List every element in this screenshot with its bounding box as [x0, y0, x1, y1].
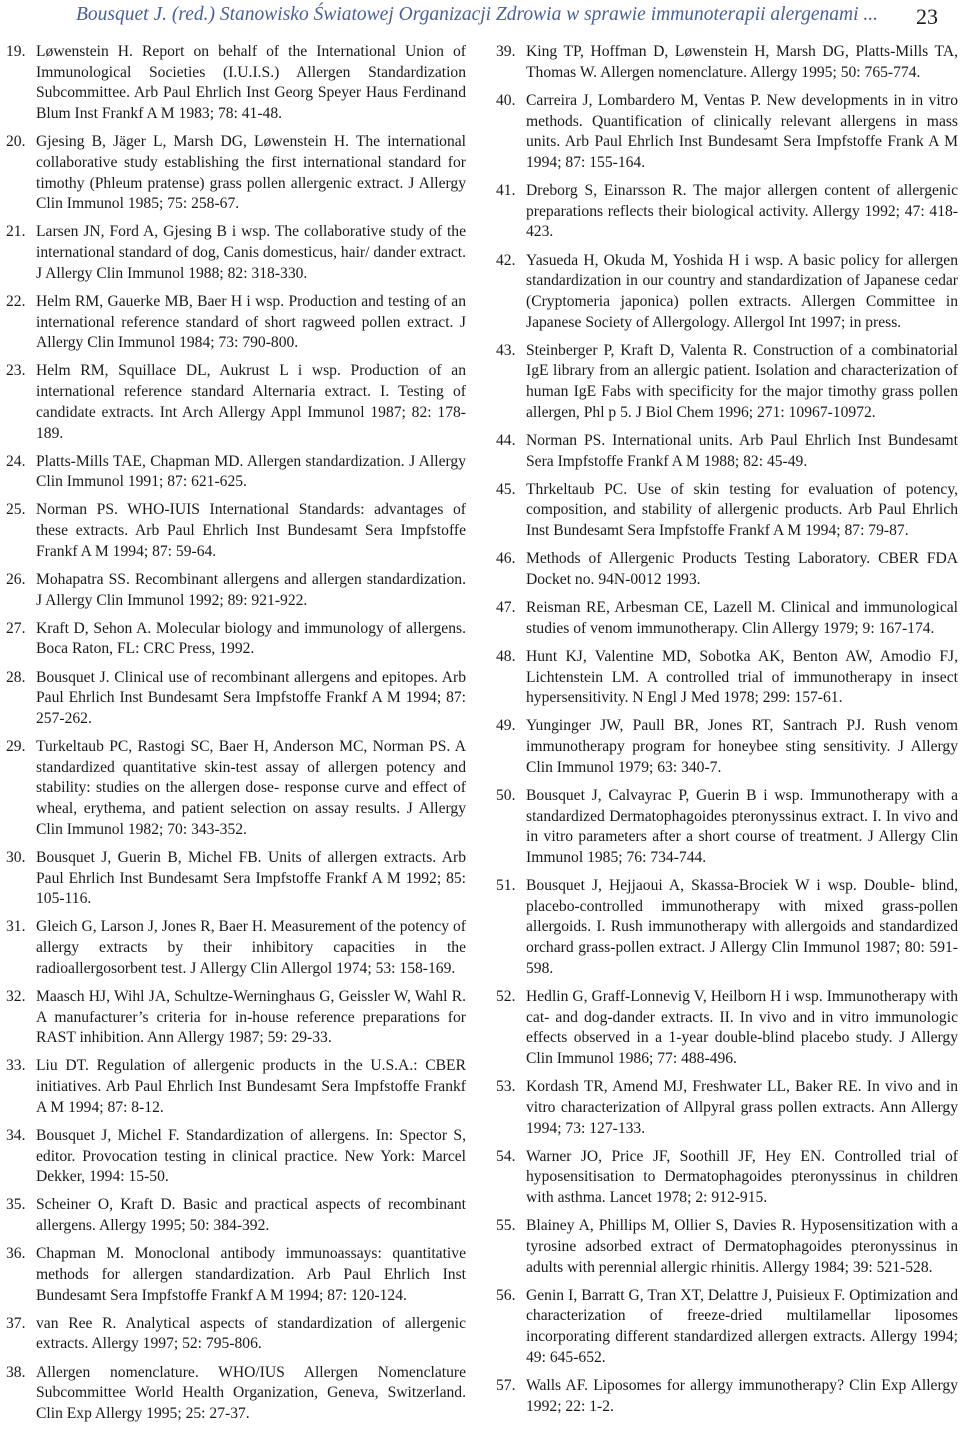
reference-number: 31. — [6, 918, 26, 936]
reference-item — [6, 987, 466, 1049]
reference-text: Helm RM, Squillace DL, Aukrust L i wsp. Production of an international reference standard Alternaria extract. I. Testing of candidate extracts. Int Arch Allergy Appl Immunol 1987; 82: 178-189. — [36, 362, 466, 442]
reference-number: 43. — [496, 341, 516, 359]
reference-number: 49. — [496, 717, 516, 735]
reference-text: Chapman M. Monoclonal antibody immunoassays: quantitative methods for allergen standardization. Arb Paul Ehrlich Inst Bundesamt Sera Impfstoffe Frankf A M 1994; 87: 120-124. — [36, 1245, 466, 1304]
reference-item — [6, 452, 466, 493]
reference-number: 22. — [6, 292, 26, 310]
page-header — [0, 0, 960, 36]
reference-text: Allergen nomenclature. WHO/IUS Allergen Nomenclature Subcommittee World Health Organization, Geneva, Switzerland. Clin Exp Allergy 1995; 25: 27-37. — [36, 1363, 466, 1422]
reference-number: 53. — [496, 1078, 516, 1096]
reference-item — [6, 668, 466, 730]
reference-number: 23. — [6, 362, 26, 380]
reference-item — [496, 716, 958, 778]
reference-item — [496, 987, 958, 1070]
reference-item — [496, 786, 958, 869]
reference-item — [6, 42, 466, 125]
reference-number: 29. — [6, 738, 26, 755]
reference-item — [6, 1314, 466, 1355]
reference-text: Carreira J, Lombardero M, Ventas P. New developments in in vitro methods. Quantification of clinically relevant allergens in mass units. Arb Paul Ehrlich Inst Bundesamt Sera Impfstoffe Frank A M 1994; 87: 155-164. — [526, 91, 958, 171]
reference-number: 35. — [6, 1196, 26, 1214]
reference-item — [6, 1195, 466, 1236]
reference-item — [496, 1216, 958, 1278]
reference-item — [6, 1244, 466, 1306]
page-number: 23 — [916, 4, 938, 29]
reference-item — [496, 251, 958, 334]
reference-text: Gjesing B, Jäger L, Marsh DG, Løwenstein H. The international collaborative study establishing the first international standard for timothy (Phleum pratense) grass pollen allergenic extract. J Allergy Clin Immunol 1985; 75: 258-67. — [36, 133, 466, 213]
reference-number: 36. — [6, 1245, 26, 1263]
reference-number: 25. — [6, 501, 26, 519]
reference-item — [6, 1056, 466, 1118]
reference-text: Reisman RE, Arbesman CE, Lazell M. Clinical and immunological studies of venom immunotherapy. Clin Allergy 1979; 9: 167-174. — [526, 599, 958, 637]
reference-text: Thrkeltaub PC. Use of skin testing for evaluation of potency, composition, and stability of allergenic products. Arb Paul Ehrlich Inst Bundesamt Sera Impfstoffe Frankf A M 1994; 87: 79-87. — [526, 480, 958, 540]
reference-text: Scheiner O, Kraft D. Basic and practical aspects of recombinant allergens. Allergy 1995; 50: 384-392. — [36, 1196, 466, 1235]
reference-number: 48. — [496, 647, 516, 665]
reference-item — [496, 91, 958, 174]
reference-item — [6, 737, 466, 841]
reference-text: Bousquet J, Calvayrac P, Guerin B i wsp. Immunotherapy with a standardized Dermatophagoides pteronyssinus extract. I. In vivo and in vitro parameters after a short course of treatment. J Allergy Clin Immunol 1985; 76: 734-744. — [526, 786, 958, 866]
reference-text: Walls AF. Liposomes for allergy immunotherapy? Clin Exp Allergy 1992; 22: 1-2. — [526, 1376, 958, 1415]
reference-item — [6, 917, 466, 979]
reference-number: 50. — [496, 786, 516, 804]
reference-number: 39. — [496, 43, 516, 60]
reference-number: 32. — [6, 987, 26, 1005]
reference-item — [6, 361, 466, 444]
reference-number: 52. — [496, 987, 516, 1005]
reference-item — [6, 1126, 466, 1188]
reference-item — [496, 42, 958, 83]
reference-number: 38. — [6, 1363, 26, 1381]
reference-number: 47. — [496, 599, 516, 616]
reference-text: Gleich G, Larson J, Jones R, Baer H. Measurement of the potency of allergy extracts by their inhibitory capacities in the radioallergosorbent test. J Allergy Clin Allergol 1974; 53: 158-169. — [36, 918, 466, 977]
reference-text: Larsen JN, Ford A, Gjesing B i wsp. The collaborative study of the international standard of dog, Canis domesticus, hair/ dander extract. J Allergy Clin Immunol 1988; 82: 318-330. — [36, 223, 467, 282]
reference-text: Bousquet J, Michel F. Standardization of allergens. In: Spector S, editor. Provocation testing in clinical practice. New York: Marcel Dekker, 1994: 15-50. — [36, 1126, 466, 1186]
reference-text: Mohapatra SS. Recombinant allergens and allergen standardization. J Allergy Clin Immunol 1992; 89: 921-922. — [36, 570, 466, 609]
reference-number: 44. — [496, 431, 516, 449]
reference-text: Løwenstein H. Report on behalf of the International Union of Immunological Societies (I.U.I.S.) Allergen Standardization Subcommittee. Arb Paul Ehrlich Inst Georg Speyer Haus Ferdinand Blum Inst Frankf A M 1983; 78: 41-48. — [36, 43, 466, 123]
reference-item — [6, 500, 466, 562]
reference-text: Warner JO, Price JF, Soothill JF, Hey EN. Controlled trial of hyposensitisation to Dermatophagoides pteronyssinus in children with asthma. Lancet 1978; 2: 912-915. — [526, 1147, 958, 1207]
reference-number: 54. — [496, 1147, 516, 1165]
reference-text: Helm RM, Gauerke MB, Baer H i wsp. Production and testing of an international reference standard of short ragweed pollen extract. J Allergy Clin Immunol 1984; 73: 790-800. — [36, 292, 466, 352]
reference-text: Yunginger JW, Paull BR, Jones RT, Santrach PJ. Rush venom immunotherapy program for honeybee sting sensitivity. J Allergy Clin Immunol 1979; 63: 340-7. — [526, 717, 958, 776]
reference-number: 46. — [496, 550, 516, 568]
reference-text: Bousquet J, Hejjaoui A, Skassa-Brociek W i wsp. Double- blind, placebo-controlled immunotherapy with mixed grass-pollen allergoids. I. Rush immunotherapy with allergoids and standardized orchard grass-pollen extract. J Allergy Clin Immunol 1987; 80: 591-598. — [526, 877, 958, 977]
reference-number: 19. — [6, 43, 26, 60]
reference-number: 33. — [6, 1057, 26, 1075]
reference-number: 57. — [496, 1376, 516, 1394]
reference-text: Hedlin G, Graff-Lonnevig V, Heilborn H i wsp. Immunotherapy with cat- and dog-dander extracts. II. In vivo and in vitro immunologic effects observed in a 1-year double-blind placebo study. J Allergy Clin Immunol 1986; 77: 488-496. — [526, 987, 958, 1068]
reference-text: Steinberger P, Kraft D, Valenta R. Construction of a combinatorial IgE library from an allergic patient. Isolation and characterization of human IgE Fabs with specificity for the major timothy grass pollen allergen, Phl p 5. J Biol Chem 1996; 271: 10967-10972. — [526, 341, 958, 421]
reference-text: Platts-Mills TAE, Chapman MD. Allergen standardization. J Allergy Clin Immunol 1991; 87: 621-625. — [36, 452, 466, 491]
reference-text: van Ree R. Analytical aspects of standardization of allergenic extracts. Allergy 1997; 52: 795-806. — [36, 1314, 466, 1353]
reference-item — [6, 619, 466, 660]
reference-text: Bousquet J. Clinical use of recombinant allergens and epitopes. Arb Paul Ehrlich Inst Bundesamt Sera Impfstoffe Frankf A M 1994; 87: 257-262. — [36, 668, 466, 727]
reference-text: Kraft D, Sehon A. Molecular biology and immunology of allergens. Boca Raton, FL: CRC Press, 1992. — [36, 619, 466, 658]
reference-number: 51. — [496, 877, 516, 894]
reference-number: 55. — [496, 1217, 516, 1235]
reference-number: 41. — [496, 182, 516, 199]
reference-item — [496, 431, 958, 472]
reference-column-left — [6, 42, 466, 1432]
reference-item — [6, 1363, 466, 1425]
reference-text: Maasch HJ, Wihl JA, Schultze-Werninghaus G, Geissler W, Wahl R. A manufacturer’s criteria for in-house reference preparations for RAST inhibition. Ann Allergy 1987; 59: 29-33. — [36, 987, 466, 1047]
reference-text: Yasueda H, Okuda M, Yoshida H i wsp. A basic policy for allergen standardization in our country and standardization of Japanese cedar (Cryptomeria japonica) pollen extracts. Allergen Committee in Japanese Society of Allergology. Allergol Int 1997; in press. — [526, 251, 958, 331]
reference-text: King TP, Hoffman D, Løwenstein H, Marsh DG, Platts-Mills TA, Thomas W. Allergen nomenclature. Allergy 1995; 50: 765-774. — [526, 43, 958, 81]
reference-number: 21. — [6, 223, 26, 241]
reference-item — [496, 480, 958, 542]
reference-item — [496, 1286, 958, 1369]
running-header-title: Bousquet J. (red.) Stanowisko Światowej Organizacji Zdrowia w sprawie immunoterapii alergenami ... — [76, 4, 879, 25]
reference-item — [496, 647, 958, 709]
reference-number: 45. — [496, 480, 516, 498]
reference-text: Genin I, Barratt G, Tran XT, Delattre J, Puisieux F. Optimization and characterization of freeze-dried multilamellar liposomes incorporating different standardized allergen extracts. Allergy 1994; 49: 645-652. — [526, 1286, 958, 1366]
reference-text: Norman PS. International units. Arb Paul Ehrlich Inst Bundesamt Sera Impfstoffe Frankf A M 1988; 82: 45-49. — [526, 431, 958, 470]
reference-item — [496, 1147, 958, 1209]
reference-text: Blainey A, Phillips M, Ollier S, Davies R. Hyposensitization with a tyrosine adsorbed extract of Dermatophagoides pteronyssinus in adults with perennial allergic rhinitis. Allergy 1984; 39: 521-528. — [526, 1217, 958, 1276]
reference-item — [496, 341, 958, 424]
reference-number: 20. — [6, 133, 26, 151]
reference-item — [6, 292, 466, 354]
reference-text: Dreborg S, Einarsson R. The major allergen content of allergenic preparations reflects their biological activity. Allergy 1992; 47: 418-423. — [526, 182, 958, 241]
reference-text: Methods of Allergenic Products Testing Laboratory. CBER FDA Docket no. 94N-0012 1993. — [526, 550, 958, 588]
reference-number: 26. — [6, 570, 26, 588]
reference-number: 34. — [6, 1126, 26, 1144]
reference-text: Norman PS. WHO-IUIS International Standards: advantages of these extracts. Arb Paul Ehrlich Inst Bundesamt Sera Impfstoffe Frankf A M 1994; 87: 59-64. — [36, 501, 466, 560]
reference-item — [496, 549, 958, 590]
reference-number: 37. — [6, 1314, 26, 1332]
reference-number: 40. — [496, 91, 516, 109]
reference-item — [496, 181, 958, 243]
reference-item — [496, 598, 958, 639]
reference-item — [6, 132, 466, 215]
reference-column-right — [496, 42, 958, 1425]
reference-item — [496, 1077, 958, 1139]
reference-item — [6, 570, 466, 611]
reference-text: Turkeltaub PC, Rastogi SC, Baer H, Anderson MC, Norman PS. A standardized quantitative skin-test assay of allergen potency and stability: studies on the allergen dose- response curve and effect of wheal, erythema, and patient selection on assay results. J Allergy Clin Immunol 1982; 70: 343-352. — [36, 738, 466, 838]
reference-item — [6, 848, 466, 910]
reference-item — [496, 876, 958, 980]
reference-text: Liu DT. Regulation of allergenic products in the U.S.A.: CBER initiatives. Arb Paul Ehrlich Inst Bundesamt Sera Impfstoffe Frankf A M 1994; 87: 8-12. — [36, 1057, 466, 1116]
reference-item — [496, 1376, 958, 1417]
reference-item — [6, 222, 466, 284]
reference-text: Hunt KJ, Valentine MD, Sobotka AK, Benton AW, Amodio FJ, Lichtenstein LM. A controlled trial of immunotherapy in insect hypersensitivity. N Engl J Med 1978; 299: 157-61. — [526, 647, 958, 707]
reference-number: 42. — [496, 251, 516, 269]
reference-number: 28. — [6, 668, 26, 686]
reference-number: 56. — [496, 1286, 516, 1304]
reference-text: Kordash TR, Amend MJ, Freshwater LL, Baker RE. In vivo and in vitro characterization of Allpyral grass pollen extracts. Ann Allergy 1994; 73: 127-133. — [526, 1078, 958, 1137]
reference-text: Bousquet J, Guerin B, Michel FB. Units of allergen extracts. Arb Paul Ehrlich Inst Bundesamt Sera Impfstoffe Frankf A M 1992; 85: 105-116. — [36, 848, 466, 908]
reference-number: 27. — [6, 619, 26, 637]
reference-number: 24. — [6, 452, 26, 470]
reference-number: 30. — [6, 848, 26, 866]
